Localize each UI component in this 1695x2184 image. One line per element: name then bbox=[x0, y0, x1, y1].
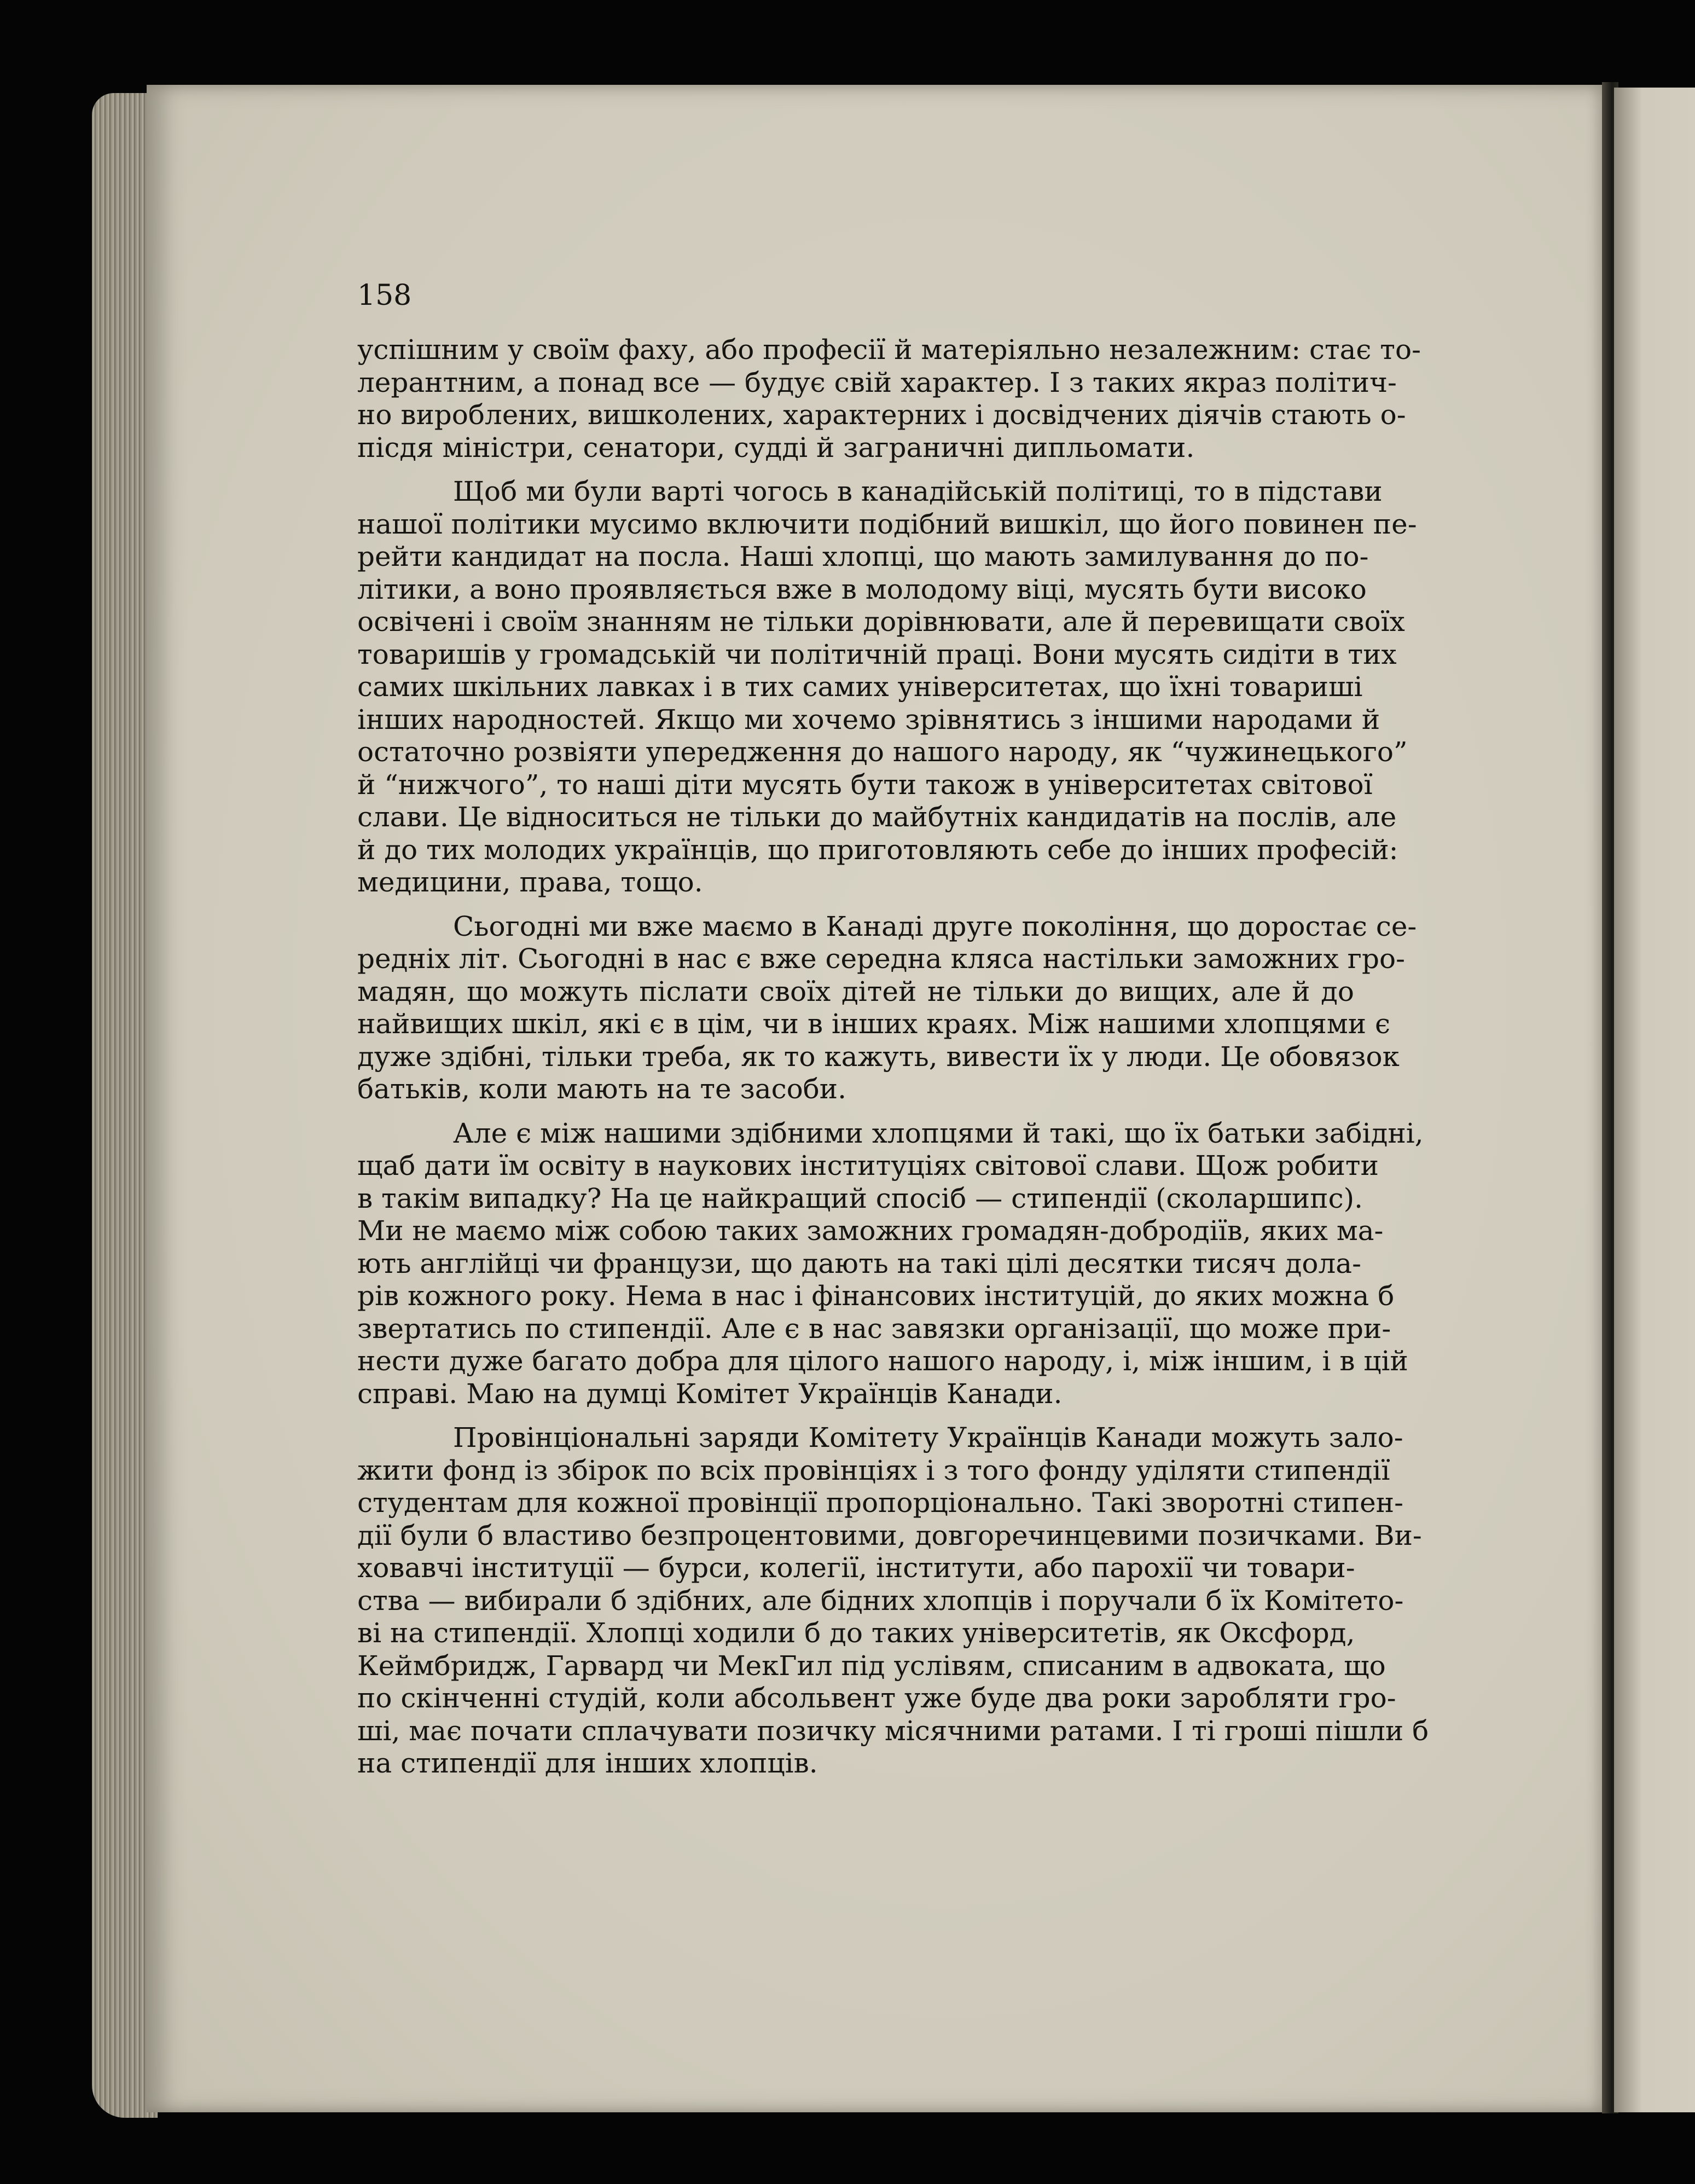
text-line: дії були б властиво безпроцентовими, довгоречинцевими позичками. Ви- bbox=[357, 1519, 1422, 1551]
text-line: студентам для кожної провінції пропорціонально. Такі зворотні стипен- bbox=[357, 1487, 1403, 1519]
text-line: літики, а воно проявляється вже в молодому віці, мусять бути високо bbox=[357, 573, 1367, 605]
text-line: ші, має почати сплачувати позичку місячними ратами. І ті гроші пішли б bbox=[357, 1714, 1429, 1747]
paragraph bbox=[357, 476, 1417, 899]
paragraph bbox=[357, 910, 1417, 1106]
text-line: звертатись по стипендії. Але є в нас завязки організації, що може при- bbox=[357, 1312, 1391, 1345]
text-line: найвищих шкіл, які є в цім, чи в інших краях. Між нашими хлопцями є bbox=[357, 1008, 1391, 1040]
text-line: слави. Це відноситься не тільки до майбутніх кандидатів на послів, але bbox=[357, 801, 1397, 833]
text-line: товаришів у громадській чи політичній праці. Вони мусять сидіти в тих bbox=[357, 638, 1397, 670]
text-line: Але є між нашими здібними хлопцями й такі, що їх батьки забідні, bbox=[453, 1117, 1424, 1149]
text-line: мадян, що можуть післати своїх дітей не тільки до вищих, але й до bbox=[357, 975, 1354, 1007]
text-line: но вироблених, вишколених, характерних і досвідчених діячів стають о- bbox=[357, 399, 1406, 431]
text-line: й “нижчого”, то наші діти мусять бути також в університетах світової bbox=[357, 768, 1373, 801]
text-line: рейти кандидат на посла. Наші хлопці, що мають замилування до по- bbox=[357, 541, 1369, 572]
text-line: рів кожного року. Нема в нас і фінансових інституцій, до яких можна б bbox=[357, 1280, 1395, 1312]
text-line: ють англійці чи французи, що дають на такі цілі десятки тисяч дола- bbox=[357, 1247, 1361, 1279]
text-line: жити фонд із збірок по всіх провінціях і з того фонду уділяти стипендії bbox=[357, 1454, 1390, 1486]
text-line: остаточно розвіяти упередження до нашого народу, як “чужинецького” bbox=[357, 736, 1408, 768]
text-line: самих шкільних лавках і в тих самих університетах, що їхні товариші bbox=[357, 671, 1363, 703]
page-number: 158 bbox=[357, 279, 412, 312]
text-line: пісдя міністри, сенатори, судді й заграничні дипльомати. bbox=[357, 431, 1195, 464]
text-line: в такім випадку? На це найкращий спосіб — стипендії (сколаршипс). bbox=[357, 1182, 1363, 1214]
text-line: Щоб ми були варті чогось в канадійській політиці, то в підстави bbox=[453, 476, 1383, 507]
text-line: батьків, коли мають на те засоби. bbox=[357, 1073, 846, 1105]
text-line: дуже здібні, тільки треба, як то кажуть, вивести їх у люди. Це обовязок bbox=[357, 1040, 1400, 1073]
text-line: на стипендії для інших хлопців. bbox=[357, 1747, 818, 1779]
text-line: ховавчі інституції — бурси, колегії, інститути, або парохії чи товари- bbox=[357, 1552, 1355, 1584]
text-line: Сьогодні ми вже маємо в Канаді друге покоління, що доростає се- bbox=[453, 910, 1417, 942]
paragraph bbox=[357, 1117, 1424, 1411]
text-line: нести дуже багато добра для цілого нашого народу, і, між іншим, і в цій bbox=[357, 1345, 1408, 1377]
facing-page-edge bbox=[1614, 88, 1695, 2112]
text-line: Кеймбридж, Гарвард чи МекГил під услівям, списаним в адвоката, що bbox=[357, 1649, 1386, 1682]
text-line: ства — вибирали б здібних, але бідних хлопців і поручали б їх Комітето- bbox=[357, 1584, 1404, 1617]
text-line: Ми не маємо між собою таких заможних громадян-добродіїв, яких ма- bbox=[357, 1215, 1384, 1247]
paragraph bbox=[357, 1422, 1429, 1780]
text-line: нашої політики мусимо включити подібний вишкіл, що його повинен пе- bbox=[357, 508, 1417, 540]
text-line: редніх літ. Сьогодні в нас є вже середна кляса настільки заможних гро- bbox=[357, 943, 1405, 975]
text-line: медицини, права, тощо. bbox=[357, 866, 703, 898]
text-line: по скінченні студій, коли абсольвент уже буде два роки заробляти гро- bbox=[357, 1682, 1396, 1714]
text-line: інших народностей. Якщо ми хочемо зрівнятись з іншими народами й bbox=[357, 703, 1380, 735]
text-line: щаб дати їм освіту в наукових інституціях світової слави. Щож робити bbox=[357, 1150, 1379, 1181]
text-line: освічені і своїм знанням не тільки дорівнювати, але й перевищати своїх bbox=[357, 606, 1405, 638]
text-line: Провінціональні заряди Комітету Українців Канади можуть зало- bbox=[453, 1422, 1403, 1453]
text-line: лерантним, а понад все — будує свій характер. І з таких якраз політич- bbox=[357, 366, 1397, 398]
text-line: справі. Маю на думці Комітет Українців Канади. bbox=[357, 1377, 1063, 1410]
text-line: успішним у своїм фаху, або професії й матеріяльно незалежним: стає то- bbox=[357, 334, 1421, 366]
text-line: ві на стипендії. Хлопці ходили б до таких університетів, як Оксфорд, bbox=[357, 1617, 1355, 1649]
body-text bbox=[357, 334, 1429, 1780]
text-line: й до тих молодих українців, що приготовляють себе до інших професій: bbox=[357, 833, 1398, 866]
paragraph bbox=[357, 334, 1421, 464]
